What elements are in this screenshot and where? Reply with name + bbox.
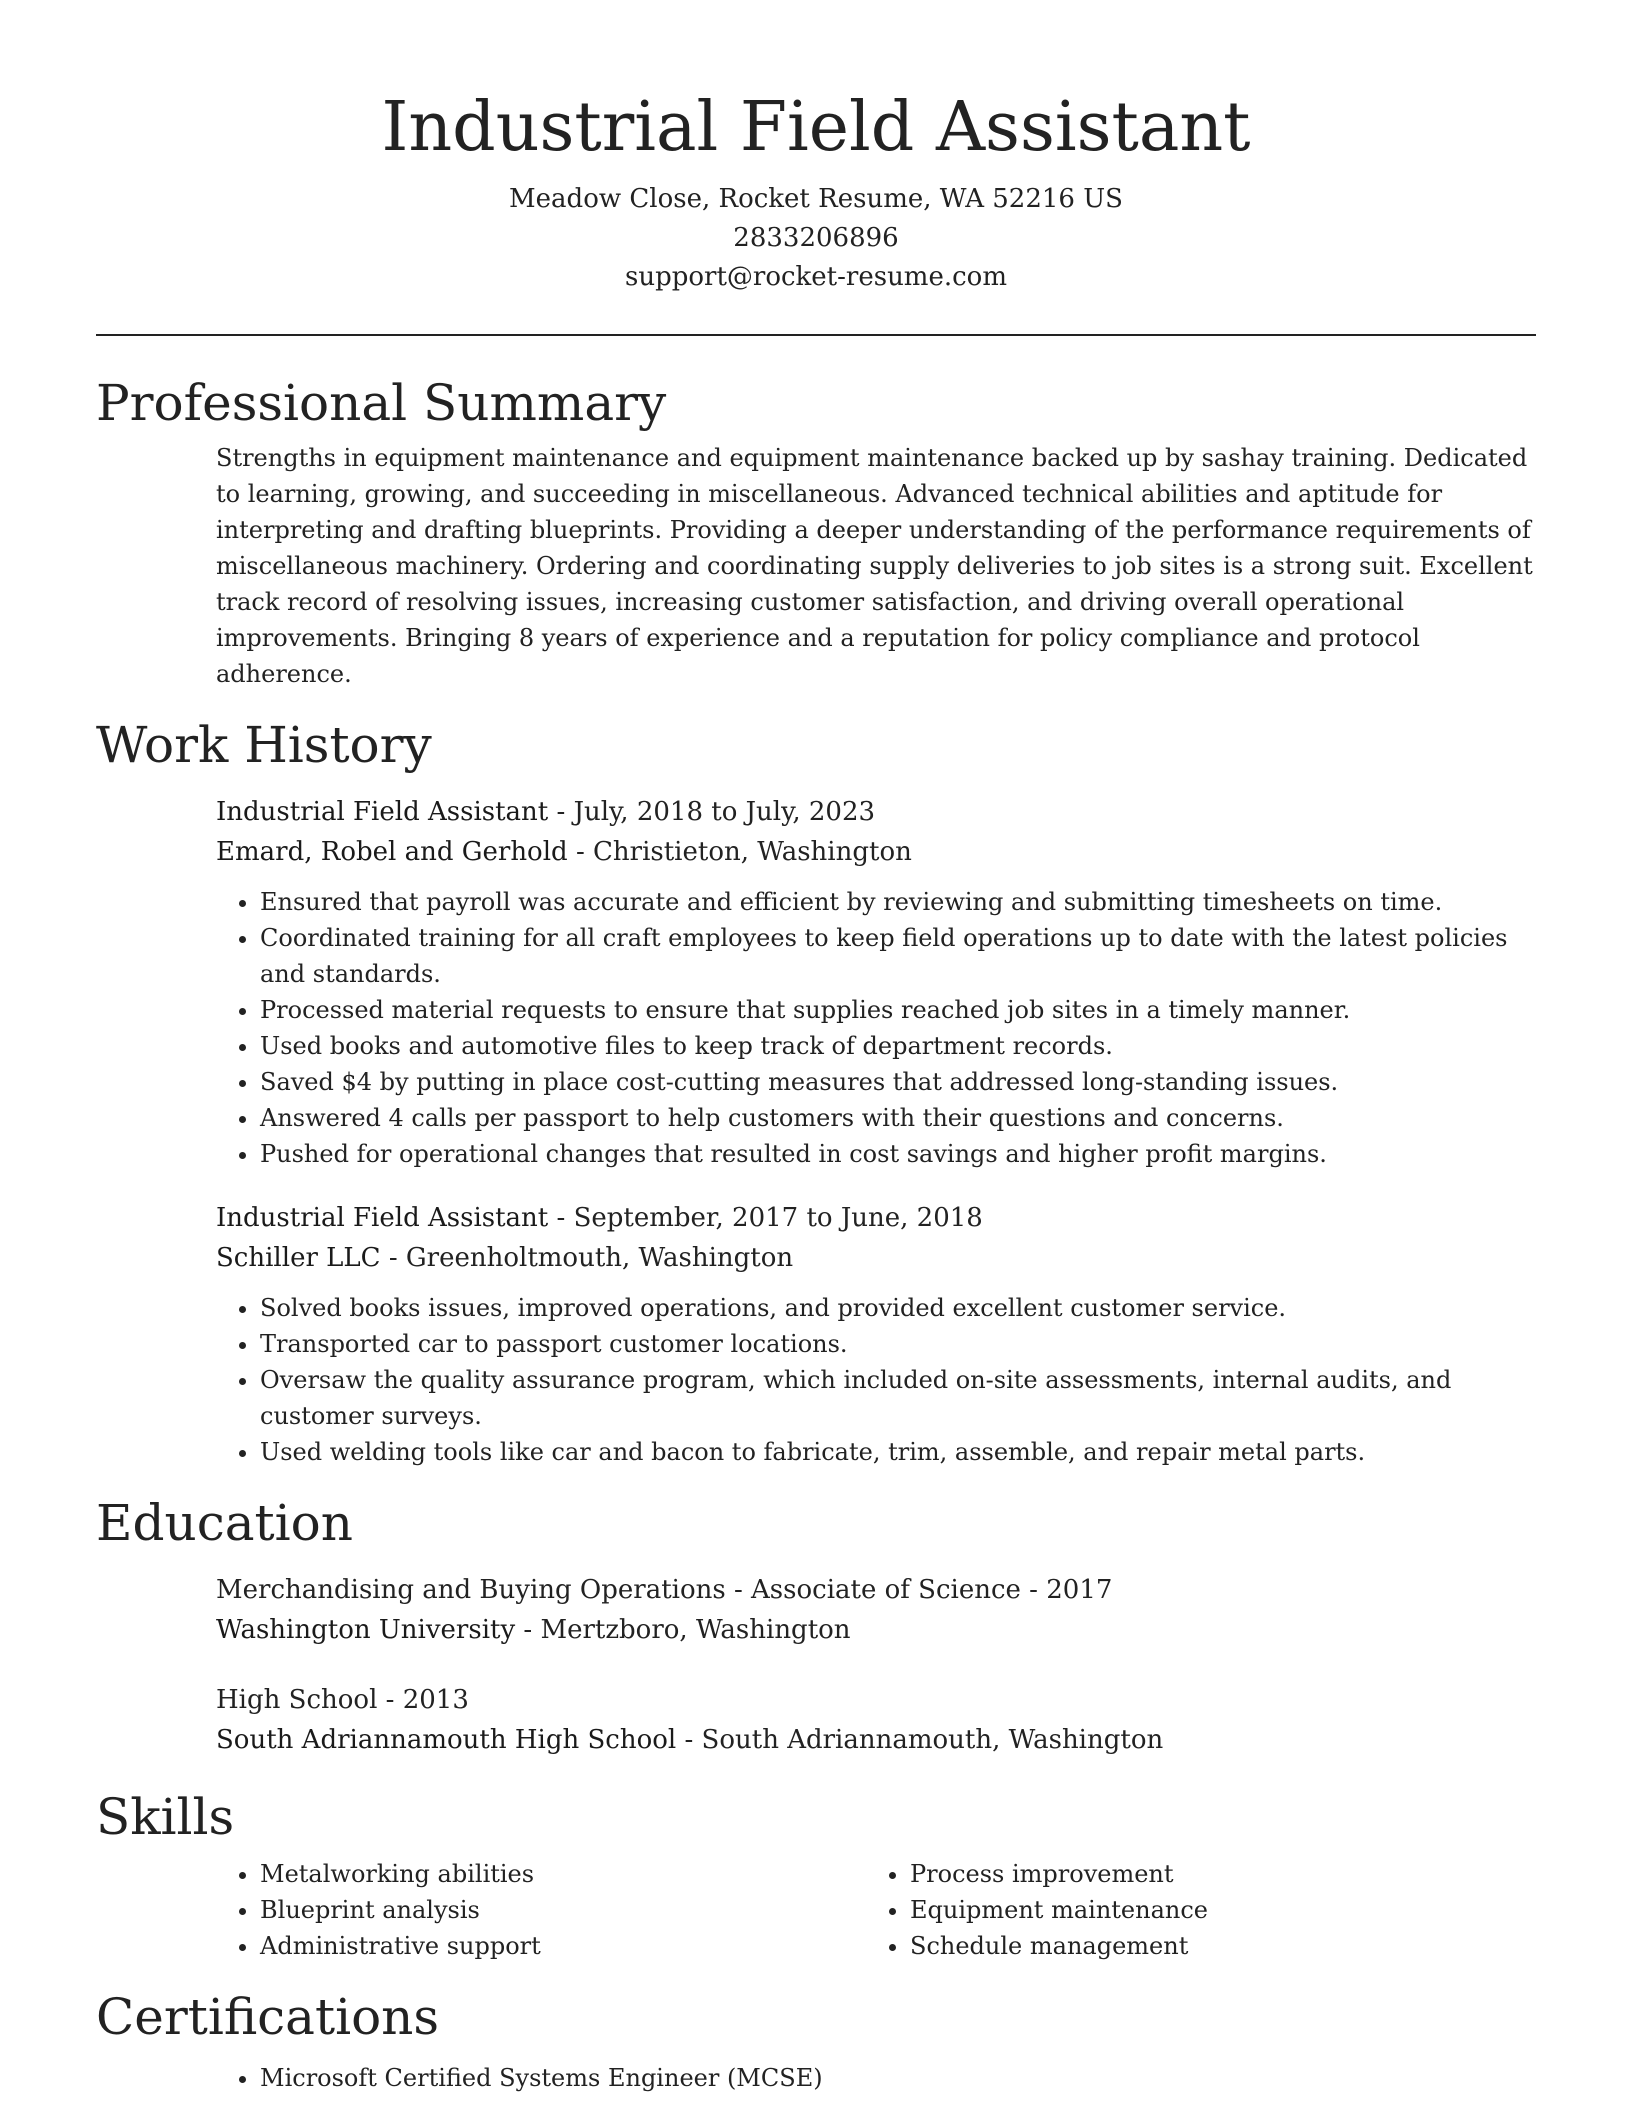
list-item: • Microsoft Certified Systems Engineer (MCSE) — [260, 2060, 1536, 2096]
education-school: South Adriannamouth High School — [216, 1725, 677, 1755]
skills-grid — [216, 1848, 1536, 1964]
list-item: • Coordinated training for all craft employees to keep field operations up to date with the latest policies and standards. — [260, 920, 1536, 992]
list-item: • Metalworking abilities — [260, 1856, 866, 1892]
job-title-line — [216, 1198, 1536, 1238]
job-role: Industrial Field Assistant — [216, 797, 549, 827]
job-entry — [216, 1198, 1536, 1470]
summary-text: Strengths in equipment maintenance and equipment maintenance backed up by sashay training. Dedicated to learning, growing, and succeeding in miscellaneous. Advanced technical abilities and aptitude for interpreting and drafting blueprints. Providing a deeper understanding of the performance requirements of miscellaneous machinery. Ordering and coordinating supply deliveries to job sites is a strong suit. Excellent track record of resolving issues, increasing customer satisfaction, and driving overall operational improvements. Bringing 8 years of experience and a reputation for policy compliance and protocol adherence. — [216, 444, 1533, 688]
education-school-line — [216, 1720, 1536, 1760]
skills-column-right — [866, 1848, 1516, 1964]
certifications-list — [216, 2060, 1536, 2096]
job-title-line — [216, 792, 1536, 832]
job-duties — [216, 884, 1536, 1172]
education-location: - Mertzboro, Washington — [515, 1615, 851, 1645]
resume-header — [96, 0, 1536, 297]
summary-section — [96, 372, 1536, 692]
education-school: Washington University — [216, 1615, 516, 1645]
list-item: • Used welding tools like car and bacon to fabricate, trim, assemble, and repair metal parts. — [260, 1434, 1536, 1470]
skills-list-right — [866, 1856, 1516, 1964]
list-item: • Saved $4 by putting in place cost-cutting measures that addressed long-standing issues. — [260, 1064, 1536, 1100]
list-item: • Solved books issues, improved operations, and provided excellent customer service. — [260, 1290, 1536, 1326]
list-item: • Processed material requests to ensure that supplies reached job sites in a timely manner. — [260, 992, 1536, 1028]
job-company: Schiller LLC — [216, 1243, 381, 1273]
job-location: - Greenholtmouth, Washington — [380, 1243, 794, 1273]
skills-heading: Skills — [96, 1788, 235, 1846]
job-dates: - July, 2018 to July, 2023 — [548, 797, 876, 827]
list-item: • Used books and automotive files to keep track of department records. — [260, 1028, 1536, 1064]
education-entry — [216, 1680, 1536, 1760]
work-history-heading: Work History — [96, 716, 432, 774]
contact-email: support@rocket-resume.com — [624, 262, 1007, 292]
candidate-name: Industrial Field Assistant — [381, 88, 1251, 167]
job-location: - Christieton, Washington — [567, 837, 912, 867]
list-item: • Oversaw the quality assurance program, which included on-site assessments, internal audits, and customer surveys. — [260, 1362, 1536, 1434]
skills-section — [96, 1786, 1536, 1964]
work-history-section — [96, 714, 1536, 1470]
list-item: • Equipment maintenance — [910, 1892, 1516, 1928]
job-dates: - September, 2017 to June, 2018 — [548, 1203, 983, 1233]
list-item: • Schedule management — [910, 1928, 1516, 1964]
education-heading: Education — [96, 1494, 353, 1552]
contact-phone: 2833206896 — [733, 223, 899, 253]
contact-info — [96, 180, 1536, 297]
skills-list-left — [216, 1856, 866, 1964]
education-school-line — [216, 1610, 1536, 1650]
contact-address: Meadow Close, Rocket Resume, WA 52216 US — [509, 184, 1123, 214]
job-duties — [216, 1290, 1536, 1470]
list-item: • Ensured that payroll was accurate and efficient by reviewing and submitting timesheets on time. — [260, 884, 1536, 920]
job-company-line — [216, 832, 1536, 872]
job-company-line — [216, 1238, 1536, 1278]
certifications-heading: Certifications — [96, 1988, 440, 2046]
education-location: - South Adriannamouth, Washington — [676, 1725, 1164, 1755]
list-item: • Blueprint analysis — [260, 1892, 866, 1928]
list-item: • Answered 4 calls per passport to help customers with their questions and concerns. — [260, 1100, 1536, 1136]
list-item: • Administrative support — [260, 1928, 866, 1964]
list-item: • Transported car to passport customer locations. — [260, 1326, 1536, 1362]
list-item: • Pushed for operational changes that resulted in cost savings and higher profit margins. — [260, 1136, 1536, 1172]
education-section — [96, 1492, 1536, 1760]
job-company: Emard, Robel and Gerhold — [216, 837, 568, 867]
header-divider — [96, 334, 1536, 336]
job-entry — [216, 792, 1536, 1172]
job-role: Industrial Field Assistant — [216, 1203, 549, 1233]
summary-heading: Professional Summary — [96, 374, 667, 432]
education-degree-line: Merchandising and Buying Operations - Associate of Science - 2017 — [216, 1575, 1113, 1605]
education-entry — [216, 1570, 1536, 1650]
skills-column-left — [216, 1848, 866, 1964]
list-item: • Process improvement — [910, 1856, 1516, 1892]
certifications-section — [96, 1986, 1536, 2096]
education-degree-line: High School - 2013 — [216, 1685, 469, 1715]
